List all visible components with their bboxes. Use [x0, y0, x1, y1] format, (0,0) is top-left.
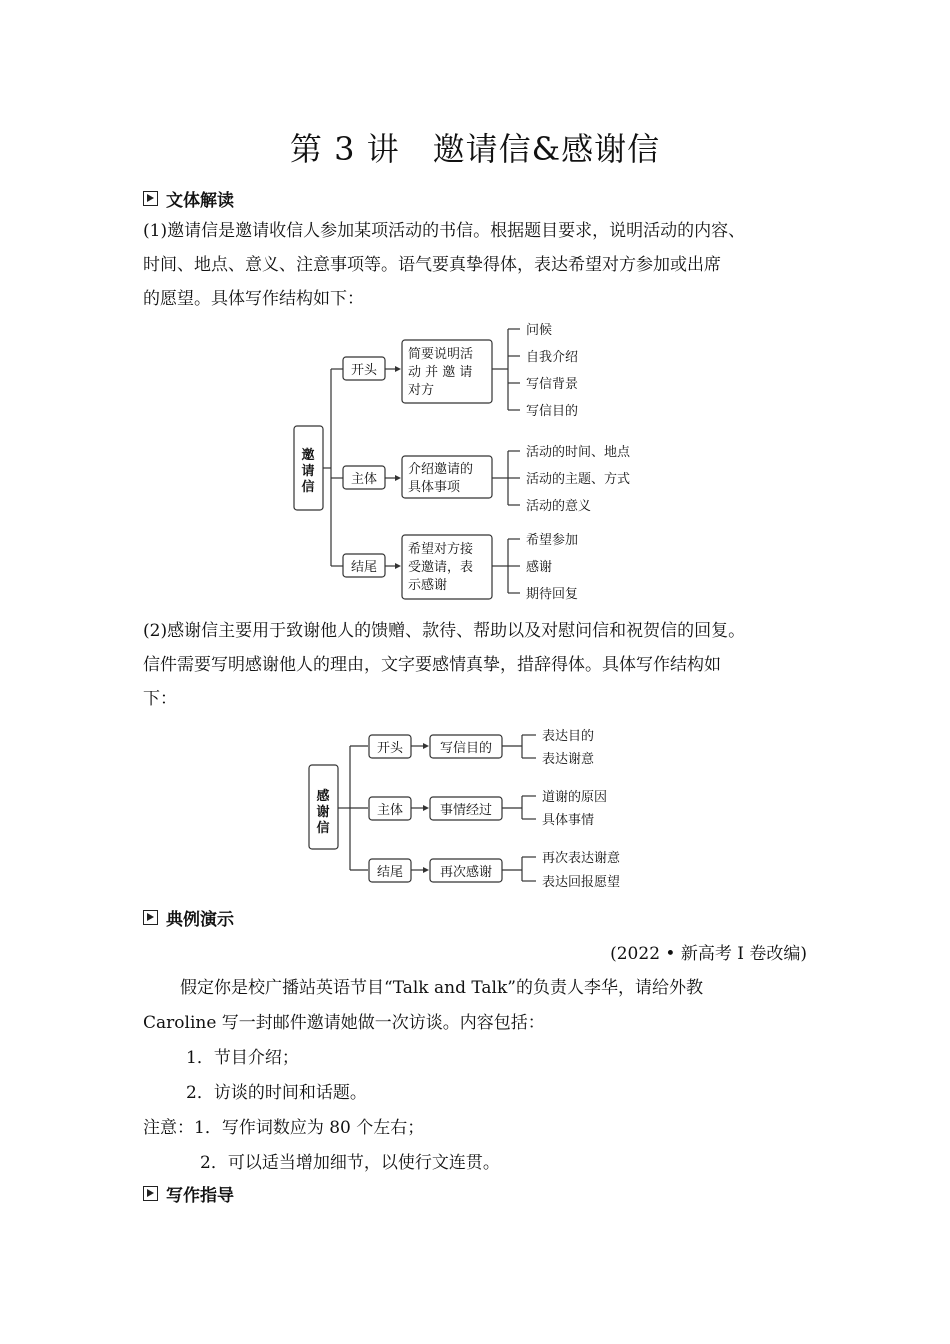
diagram-leaf: 表达目的 — [542, 729, 595, 744]
source-citation: (2022 • 新高考 Ⅰ 卷改编) — [610, 944, 807, 964]
diagram-leaf: 写信背景 — [526, 377, 579, 392]
section-heading-label: 写作指导 — [166, 1186, 234, 1206]
diagram-desc-line: 示感谢 — [408, 578, 448, 593]
diagram-leaf: 活动的时间、地点 — [526, 445, 631, 460]
task-line: 假定你是校广播站英语节目“Talk and Talk”的负责人李华，请给外教 — [180, 978, 703, 998]
task-note: 2．可以适当增加细节，以使行文连贯。 — [200, 1153, 500, 1173]
diagram-leaf: 道谢的原因 — [542, 790, 608, 805]
text-line: 的愿望。具体写作结构如下： — [143, 289, 364, 309]
section-heading-label: 典例演示 — [166, 910, 234, 930]
diagram-leaf: 活动的意义 — [526, 499, 592, 514]
diagram-branch-label: 主体 — [350, 472, 378, 487]
task-item: 2．访谈的时间和话题。 — [186, 1083, 367, 1103]
diagram-desc-line: 受邀请，表 — [408, 560, 474, 575]
section-heading-example — [143, 905, 234, 930]
diagram-leaf: 期待回复 — [526, 587, 579, 602]
diagram-desc-line: 再次感谢 — [439, 865, 493, 880]
diagram-leaf: 表达回报愿望 — [542, 875, 621, 890]
diagram-root-char: 请 — [301, 464, 315, 479]
task-note: 注意：1．写作词数应为 80 个左右； — [143, 1118, 425, 1138]
text-line: 下： — [143, 689, 177, 709]
diagram-leaf: 问候 — [526, 323, 553, 338]
play-icon — [143, 1186, 158, 1201]
text-line: 信件需要写明感谢他人的理由，文字要感情真挚，措辞得体。具体写作结构如 — [143, 655, 721, 675]
page-title: 第 3 讲 邀请信&感谢信 — [289, 130, 661, 168]
section-heading-guide — [143, 1181, 234, 1206]
task-line: Caroline 写一封邮件邀请她做一次访谈。内容包括： — [143, 1013, 545, 1033]
diagram-root-char: 信 — [301, 480, 315, 495]
diagram-desc-line: 简要说明活 — [408, 347, 474, 362]
diagram-leaf: 自我介绍 — [526, 350, 579, 365]
diagram-branch-label: 开头 — [350, 363, 378, 378]
diagram-root-char: 谢 — [316, 805, 330, 820]
diagram-desc-line: 具体事项 — [408, 480, 461, 495]
diagram-branch-label: 结尾 — [350, 560, 378, 575]
diagram-desc-line: 希望对方接 — [408, 542, 474, 557]
diagram-branch-label: 开头 — [376, 741, 404, 756]
play-icon — [143, 910, 158, 925]
thanks-structure-diagram — [309, 728, 620, 890]
text-line: (2)感谢信主要用于致谢他人的馈赠、款待、帮助以及对慰问信和祝贺信的回复。 — [143, 621, 746, 641]
intro-paragraph-2 — [143, 614, 823, 716]
diagram-leaf: 再次表达谢意 — [542, 851, 621, 866]
diagram-leaf: 希望参加 — [526, 533, 579, 548]
diagram-root-char: 信 — [316, 821, 330, 836]
diagram-leaf: 具体事情 — [542, 813, 595, 828]
text-line: 时间、地点、意义、注意事项等。语气要真挚得体，表达希望对方参加或出席 — [143, 255, 721, 275]
text-line: (1)邀请信是邀请收信人参加某项活动的书信。根据题目要求，说明活动的内容、 — [143, 221, 746, 241]
task-item: 1．节目介绍； — [186, 1048, 299, 1068]
diagram-branch-label: 结尾 — [376, 865, 404, 880]
diagram-root-char: 感 — [316, 789, 330, 804]
diagram-root-char: 邀 — [301, 448, 315, 463]
diagram-branch-label: 主体 — [376, 803, 404, 818]
diagram-desc-line: 事情经过 — [439, 803, 493, 818]
section-heading-label: 文体解读 — [166, 191, 234, 211]
diagram-desc-line: 对方 — [408, 383, 435, 398]
diagram-desc-line: 写信目的 — [439, 741, 493, 756]
diagram-desc-line: 动 并 邀 请 — [408, 365, 473, 380]
diagram-leaf: 活动的主题、方式 — [526, 472, 631, 487]
diagram-leaf: 写信目的 — [526, 404, 579, 419]
diagram-leaf: 感谢 — [526, 560, 553, 575]
diagram-desc-line: 介绍邀请的 — [408, 462, 474, 477]
diagram-leaf: 表达谢意 — [542, 752, 595, 767]
